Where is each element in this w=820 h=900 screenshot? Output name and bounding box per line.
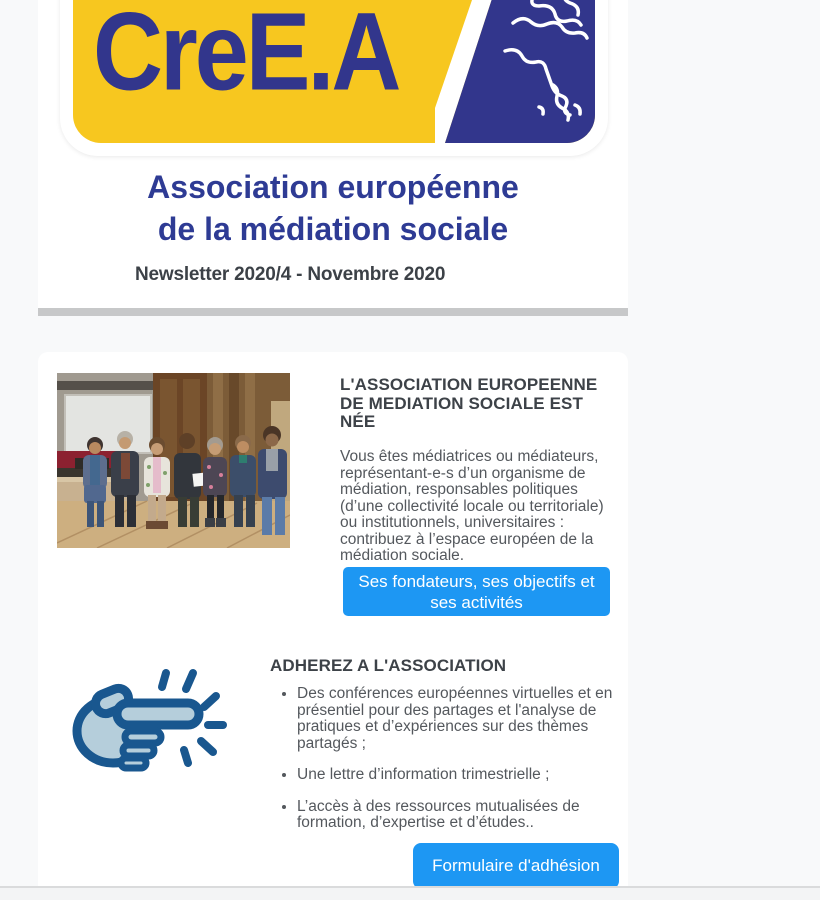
benefit-item-conferences: Des conférences européennes virtuelles et en présentiel pour des partages et l'analyse de pratiques et d’expériences sur des thèmes partagés ; — [278, 686, 626, 752]
join-heading: ADHEREZ A L'ASSOCIATION — [270, 656, 507, 675]
benefit-item-newsletter: Une lettre d’information trimestrielle ; — [278, 767, 626, 784]
viewport-bottom-border — [0, 886, 820, 888]
header-card — [38, 0, 628, 308]
pointing-hand-icon — [65, 665, 230, 777]
founders-objectives-button[interactable]: Ses fondateurs, ses objectifs et ses activités — [343, 567, 610, 616]
association-title — [38, 166, 628, 250]
benefit-item-resources: L’accès à des ressources mutualisées de formation, d’expertise et d’études.. — [278, 799, 626, 832]
membership-benefits-list — [278, 686, 626, 847]
group-photo — [57, 373, 290, 548]
association-title-line1: Association européenne — [147, 169, 519, 205]
logo — [60, 0, 608, 156]
newsletter-issue-label: Newsletter 2020/4 - Novembre 2020 — [135, 264, 446, 285]
section-divider — [38, 308, 628, 316]
association-title-line2: de la médiation sociale — [157, 211, 509, 247]
logo-wordmark: CreE.A — [93, 0, 399, 114]
email-content-column — [38, 0, 628, 900]
content-card — [38, 352, 628, 888]
europe-map-icon — [435, 0, 595, 143]
membership-form-button[interactable]: Formulaire d'adhésion — [413, 843, 619, 888]
founded-body-text: Vous êtes médiatrices ou médiateurs, représentant-e-s d’un organisme de médiation, responsables politiques (d’une collectivité locale ou territoriale) ou institutionnels, universitaires : contribuez à l’espace européen de la médiation sociale. — [340, 448, 604, 564]
founded-heading: L'ASSOCIATION EUROPEENNE DE MEDIATION SOCIALE EST NÉE — [340, 375, 598, 431]
logo-background — [73, 0, 595, 143]
viewport-bottom-strip — [0, 888, 820, 900]
